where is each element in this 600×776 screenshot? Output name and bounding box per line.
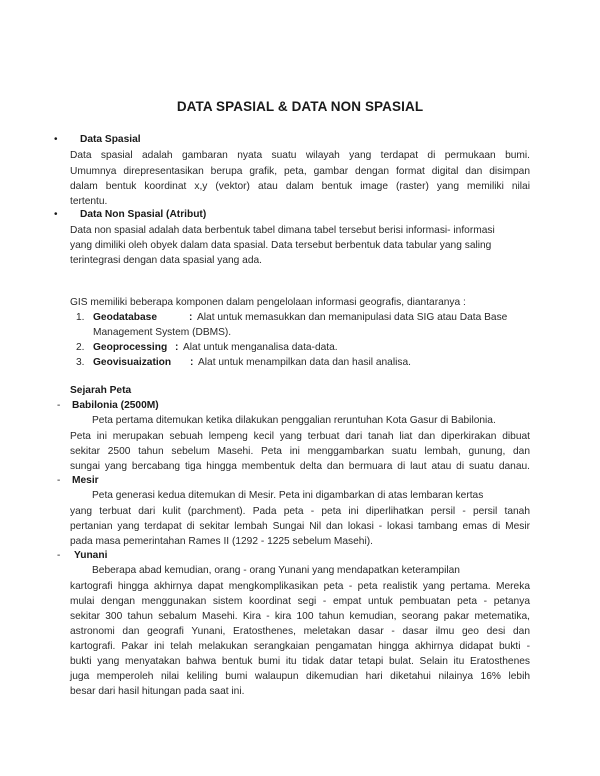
list-number: 2. bbox=[76, 342, 85, 353]
paragraph-line: dalam bentuk koordinat x,y (vektor) atau dalam bentuk image (raster) yang memiliki nilai bbox=[70, 181, 530, 192]
dash-marker: - bbox=[57, 400, 61, 411]
paragraph-line: bukti yang menyatakan bahwa bentuk bumi itu tidak datar tetapi bulat. Selain itu Eratosthenes bbox=[70, 656, 530, 667]
paragraph-line: kartografi hingga akhirnya dapat mengkomplikasikan peta - peta realistik yang pertama. Mereka bbox=[70, 581, 530, 592]
paragraph-line: kartografi. Pakar ini telah melakukan serangkaian pengamatan hingga akhirnya didapat bukti - bbox=[70, 641, 530, 652]
paragraph-line: terintegrasi dengan data spasial yang ada. bbox=[70, 255, 263, 266]
section-heading-data-non-spasial: Data Non Spasial (Atribut) bbox=[80, 209, 207, 220]
dash-marker: - bbox=[57, 475, 61, 486]
paragraph-line: Data non spasial adalah data berbentuk tabel dimana tabel tersebut berisi informasi- informasi bbox=[70, 225, 495, 236]
dash-marker: - bbox=[57, 550, 61, 561]
paragraph-line: pada masa pemerintahan Rames II (1292 - 1225 sebelum Masehi). bbox=[70, 536, 373, 547]
paragraph-line: besar dari hasil hitungan pada saat ini. bbox=[70, 686, 245, 697]
paragraph-line: sekitar 300 tahun sebalum Masehi. Kira - kira 100 tahun kemudian, seorang pakar metematika, bbox=[70, 611, 530, 622]
list-term-colon: : bbox=[175, 342, 179, 353]
paragraph-line: juga memperoleh nilai keliling bumi walaupun dikemudian hari diketahui nilainya 16% lebih bbox=[70, 671, 530, 682]
list-desc-continued: Management System (DBMS). bbox=[93, 327, 232, 338]
paragraph-line: Beberapa abad kemudian, orang - orang Yunani yang mendapatkan keterampilan bbox=[92, 565, 460, 576]
list-term-colon: : bbox=[189, 312, 193, 323]
paragraph-line: yang dimiliki oleh obyek dalam data spasial. Data tersebut berbentuk data tabular yang saling bbox=[70, 240, 492, 251]
list-term-geoprocessing: Geoprocessing bbox=[93, 342, 168, 353]
page-title: DATA SPASIAL & DATA NON SPASIAL bbox=[176, 99, 424, 114]
paragraph-line: Umumnya direpresentasikan berupa grafik, peta, gambar dengan format digital dan disimpan bbox=[70, 166, 530, 177]
list-desc: Alat untuk menampilkan data dan hasil analisa. bbox=[198, 357, 411, 368]
paragraph-line: astronomi dan geografi Yunani, Eratosthenes, meletakan dasar - dasar ilmu geo desi dan bbox=[70, 626, 530, 637]
list-number: 3. bbox=[76, 357, 85, 368]
list-desc: Alat untuk menganalisa data-data. bbox=[183, 342, 338, 353]
list-number: 1. bbox=[76, 312, 85, 323]
paragraph-line: yang terbuat dari kulit (parchment). Pada peta - peta ini diperlihatkan persil - persil tanah bbox=[70, 506, 530, 517]
subheading-babilonia: Babilonia (2500M) bbox=[72, 400, 159, 411]
section-heading-data-spasial: Data Spasial bbox=[80, 134, 141, 145]
subheading-yunani: Yunani bbox=[74, 550, 108, 561]
list-term-geovisuaization: Geovisuaization bbox=[93, 357, 172, 368]
list-term-geodatabase: Geodatabase bbox=[93, 312, 157, 323]
paragraph-line: pertanian yang terdapat di sekitar lembah Sungai Nil dan lokasi - lokasi tambang emas di Mesir bbox=[70, 521, 530, 532]
subheading-mesir: Mesir bbox=[72, 475, 99, 486]
bullet-marker: • bbox=[54, 134, 58, 145]
list-term-colon: : bbox=[190, 357, 194, 368]
paragraph-line: sekitar 2500 tahun sebelum Masehi. Peta ini menggambarkan suatu lembah, gunung, dan bbox=[70, 446, 530, 457]
paragraph-line: sungai yang bercabang tiga hingga membentuk delta dan bermuara di laut atau di suatu danau. bbox=[70, 461, 530, 472]
paragraph-line: Peta pertama ditemukan ketika dilakukan penggalian reruntuhan Kota Gasur di Babilonia. bbox=[92, 415, 496, 426]
list-desc: Alat untuk memasukkan dan memanipulasi data SIG atau Data Base bbox=[197, 312, 508, 323]
gis-intro: GIS memiliki beberapa komponen dalam pengelolaan informasi geografis, diantaranya : bbox=[70, 297, 466, 308]
bullet-marker: • bbox=[54, 209, 58, 220]
paragraph-line: Peta generasi kedua ditemukan di Mesir. Peta ini digambarkan di atas lembaran kertas bbox=[92, 490, 484, 501]
section-heading-sejarah-peta: Sejarah Peta bbox=[70, 385, 132, 396]
paragraph-line: mulai dengan menggunakan sistem koordinat segi - empat untuk pembuatan peta - petanya bbox=[70, 596, 530, 607]
paragraph-line: Data spasial adalah gambaran nyata suatu wilayah yang terdapat di permukaan bumi. bbox=[70, 150, 530, 161]
paragraph-line: Peta ini merupakan sebuah lempeng kecil yang terbuat dari tanah liat dan diperkirakan dibuat bbox=[70, 431, 530, 442]
paragraph-line: tertentu. bbox=[70, 196, 108, 207]
